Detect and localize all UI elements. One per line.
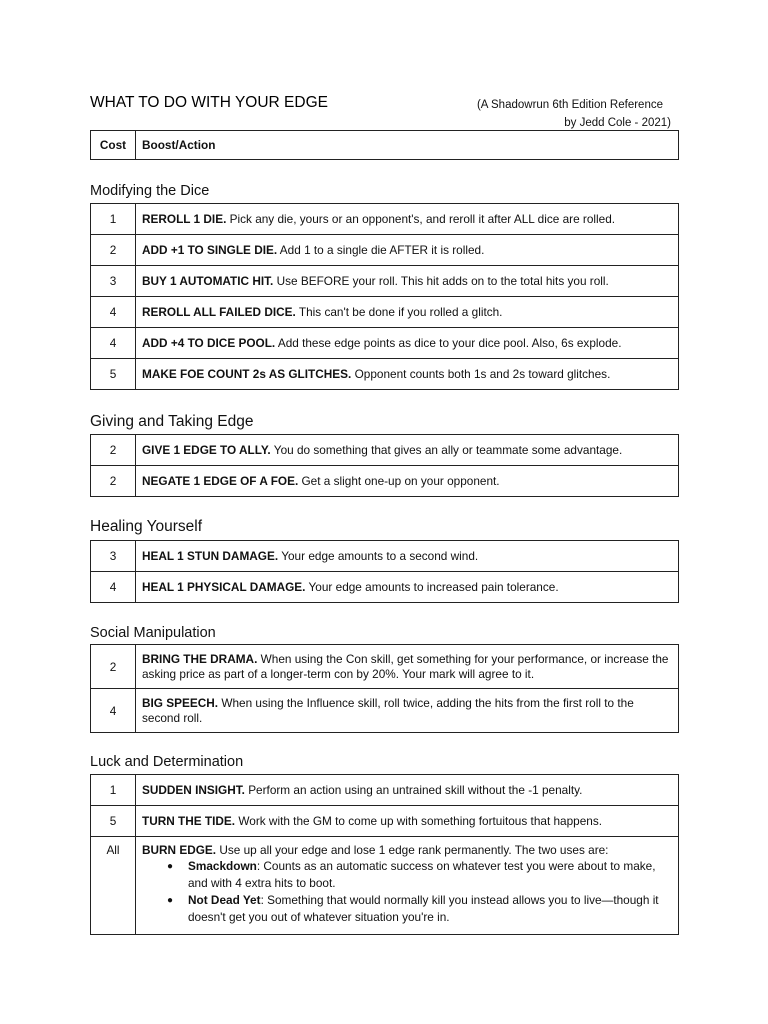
cost-header: Cost [91, 131, 136, 160]
row-cost: 3 [91, 266, 136, 297]
row-cost: 2 [91, 645, 136, 689]
row-cost: 4 [91, 689, 136, 733]
row-cost: 4 [91, 328, 136, 359]
row-description [136, 806, 679, 837]
row-text: Pick any die, yours or an opponent's, and reroll it after ALL dice are rolled. [229, 211, 616, 226]
row-text: This can't be done if you rolled a glitch. [298, 304, 503, 319]
row-description [136, 689, 679, 733]
section-heading-social: Social Manipulation [90, 625, 216, 641]
row-text: Get a slight one-up on your opponent. [301, 473, 500, 488]
row-description [136, 775, 679, 806]
row-name: TURN THE TIDE. [142, 813, 236, 828]
row-text: Use up all your edge and lose 1 edge rank permanently. The two uses are: [219, 843, 609, 857]
row-name: BRING THE DRAMA. [142, 651, 258, 666]
bullet-text: : Counts as an automatic success on whatever test you were about to make, and with 4 extra hits to boot. [188, 859, 656, 890]
header-table [90, 130, 679, 160]
row-description [136, 466, 679, 497]
row-name: ADD +4 TO DICE POOL. [142, 335, 276, 350]
reference-line-1: (A Shadowrun 6th Edition Reference [476, 99, 663, 111]
row-cost: 5 [91, 359, 136, 390]
section-heading-giving: Giving and Taking Edge [90, 413, 254, 430]
section-heading-dice: Modifying the Dice [90, 183, 210, 199]
row-text: Work with the GM to come up with something fortuitous that happens. [238, 813, 603, 828]
row-cost: 3 [91, 541, 136, 572]
table-row [91, 689, 679, 733]
bullet-text: : Something that would normally kill you instead allows you to live—though it doesn't get you out of whatever situation you're in. [188, 893, 659, 924]
row-text: Your edge amounts to increased pain tolerance. [308, 579, 559, 594]
row-description [136, 328, 679, 359]
row-text: Use BEFORE your roll. This hit adds on to the total hits you roll. [276, 273, 609, 288]
table-row [91, 235, 679, 266]
row-cost: 1 [91, 775, 136, 806]
row-name: GIVE 1 EDGE TO ALLY. [142, 442, 271, 457]
row-name: REROLL 1 DIE. [142, 211, 227, 226]
table-row [91, 466, 679, 497]
row-name: MAKE FOE COUNT 2s AS GLITCHES. [142, 366, 352, 381]
table-row [91, 266, 679, 297]
row-name: ADD +1 TO SINGLE DIE. [142, 242, 278, 257]
section-heading-luck: Luck and Determination [90, 754, 244, 770]
list-item [188, 858, 672, 892]
row-name: REROLL ALL FAILED DICE. [142, 304, 296, 319]
healing-table [90, 540, 679, 603]
table-row [91, 837, 679, 935]
row-cost: 4 [91, 572, 136, 603]
row-cost: 2 [91, 235, 136, 266]
table-row [91, 572, 679, 603]
table-row [91, 328, 679, 359]
row-description [136, 204, 679, 235]
row-text: Opponent counts both 1s and 2s toward glitches. [354, 366, 611, 381]
row-cost: 5 [91, 806, 136, 837]
luck-table [90, 774, 679, 935]
table-row [91, 297, 679, 328]
row-cost: All [91, 837, 136, 935]
row-name: NEGATE 1 EDGE OF A FOE. [142, 473, 299, 488]
row-cost: 4 [91, 297, 136, 328]
row-name: BURN EDGE. [142, 843, 217, 857]
bullet-term: Not Dead Yet [188, 893, 261, 907]
row-text: Your edge amounts to a second wind. [281, 548, 479, 563]
row-name: BIG SPEECH. [142, 695, 219, 710]
table-row [91, 541, 679, 572]
reference-note [451, 96, 671, 132]
row-description [136, 266, 679, 297]
dice-table [90, 203, 679, 390]
row-description [136, 645, 679, 689]
row-description [136, 541, 679, 572]
row-text: Perform an action using an untrained skill without the -1 penalty. [248, 782, 583, 797]
row-text: When using the Con skill, get something for your performance, or increase the asking price as part of a longer-term con by 20%. Your mark will agree to it. [142, 651, 669, 681]
table-row [91, 204, 679, 235]
row-text: You do something that gives an ally or teammate some advantage. [273, 442, 623, 457]
row-name: HEAL 1 STUN DAMAGE. [142, 548, 279, 563]
action-header: Boost/Action [136, 131, 679, 160]
row-name: HEAL 1 PHYSICAL DAMAGE. [142, 579, 306, 594]
page-title: WHAT TO DO WITH YOUR EDGE [90, 94, 328, 111]
row-description [136, 297, 679, 328]
row-cost: 2 [91, 435, 136, 466]
row-description [136, 359, 679, 390]
row-description [136, 837, 679, 935]
burn-uses-list [142, 858, 672, 926]
row-name: BUY 1 AUTOMATIC HIT. [142, 273, 274, 288]
row-text: Add 1 to a single die AFTER it is rolled. [279, 242, 485, 257]
table-row [91, 775, 679, 806]
row-cost: 2 [91, 466, 136, 497]
table-row [91, 435, 679, 466]
table-row [91, 359, 679, 390]
list-item [188, 892, 672, 926]
reference-line-2: by Jedd Cole - 2021) [564, 117, 671, 129]
row-description [136, 435, 679, 466]
table-row [91, 645, 679, 689]
giving-table [90, 434, 679, 497]
table-row [91, 806, 679, 837]
row-description [136, 572, 679, 603]
row-text: Add these edge points as dice to your dice pool. Also, 6s explode. [277, 335, 622, 350]
row-description [136, 235, 679, 266]
row-text: When using the Influence skill, roll twice, adding the hits from the first roll to the second roll. [142, 695, 634, 725]
row-cost: 1 [91, 204, 136, 235]
row-name: SUDDEN INSIGHT. [142, 782, 245, 797]
bullet-term: Smackdown [188, 859, 257, 873]
social-table [90, 644, 679, 733]
section-heading-healing: Healing Yourself [90, 518, 203, 535]
